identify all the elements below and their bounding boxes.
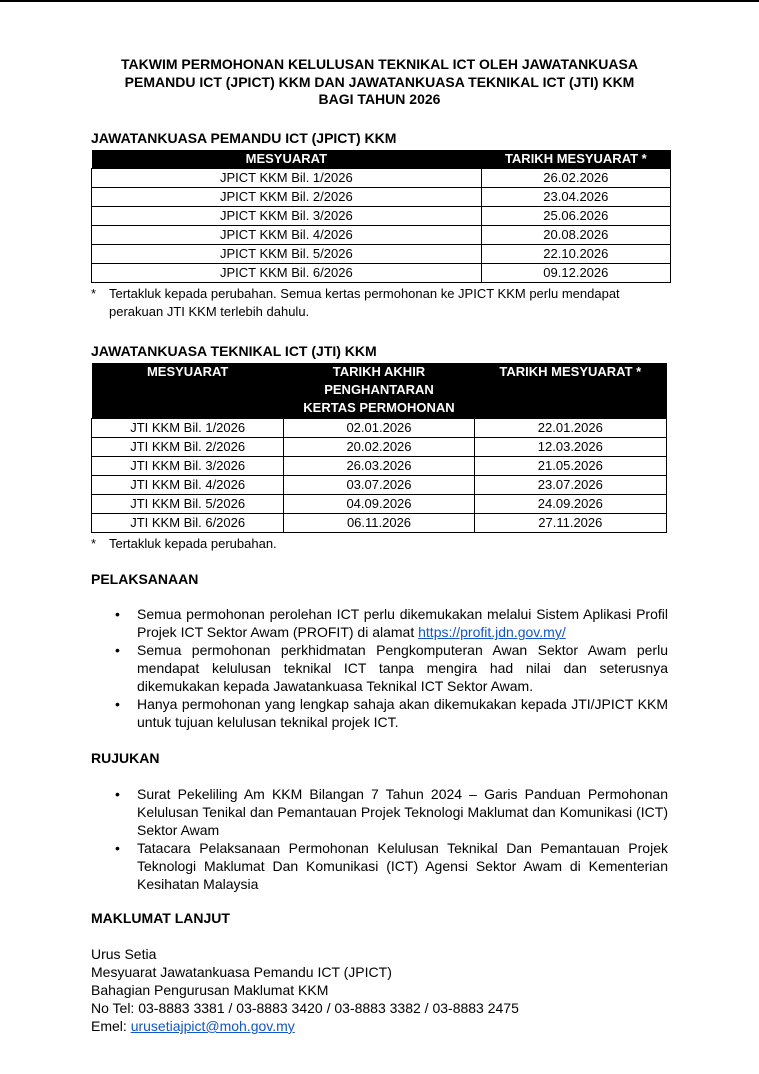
page-title xyxy=(91,56,668,109)
jti-cell-date: 24.09.2026 xyxy=(474,495,666,514)
table-row xyxy=(92,226,671,245)
jti-note-text: Tertakluk kepada perubahan. xyxy=(109,536,277,551)
jti-header-line-3: KERTAS PERMOHONAN xyxy=(303,400,455,415)
jpict-cell-meeting: JPICT KKM Bil. 2/2026 xyxy=(92,188,482,207)
note-asterisk: * xyxy=(91,536,97,551)
bullet-icon: • xyxy=(115,840,120,856)
profit-link[interactable]: https://profit.jdn.gov.my/ xyxy=(418,624,566,640)
jti-cell-meeting: JTI KKM Bil. 5/2026 xyxy=(92,495,284,514)
rujukan-heading: RUJUKAN xyxy=(91,750,160,766)
contact-block xyxy=(91,945,519,1035)
jpict-cell-date: 09.12.2026 xyxy=(481,264,670,283)
pelaksanaan-item-1-text: Semua permohonan perolehan ICT perlu dikemukakan melalui Sistem Aplikasi Profil Projek ICT Sektor Awam (PROFIT) di alamat xyxy=(137,606,668,640)
jpict-header-mesyuarat: MESYUARAT xyxy=(92,150,482,169)
jti-cell-deadline: 04.09.2026 xyxy=(284,495,474,514)
rujukan-item-2-text: Tatacara Pelaksanaan Permohonan Kelulusan Teknikal Dan Pemantauan Projek Teknologi Maklumat Dan Komunikasi (ICT) Agensi Sektor Awam di Kementerian Kesihatan Malaysia xyxy=(137,840,668,892)
title-line-1: TAKWIM PERMOHONAN KELULUSAN TEKNIKAL ICT OLEH JAWATANKUASA xyxy=(121,56,638,72)
jpict-cell-meeting: JPICT KKM Bil. 6/2026 xyxy=(92,264,482,283)
jti-cell-deadline: 20.02.2026 xyxy=(284,438,474,457)
pelaksanaan-heading: PELAKSANAAN xyxy=(91,571,199,587)
contact-line-2: Mesyuarat Jawatankuasa Pemandu ICT (JPICT) xyxy=(91,964,392,980)
jti-cell-date: 22.01.2026 xyxy=(474,419,666,438)
jpict-note xyxy=(91,285,668,321)
contact-line-3: Bahagian Pengurusan Maklumat KKM xyxy=(91,982,329,998)
email-link[interactable]: urusetiajpict@moh.gov.my xyxy=(130,1018,295,1034)
list-item xyxy=(91,839,668,893)
contact-line-1: Urus Setia xyxy=(91,946,157,962)
table-row xyxy=(92,476,667,495)
jti-cell-meeting: JTI KKM Bil. 4/2026 xyxy=(92,476,284,495)
jpict-cell-meeting: JPICT KKM Bil. 1/2026 xyxy=(92,169,482,188)
list-item xyxy=(91,641,668,695)
jti-header-line-2: PENGHANTARAN xyxy=(324,382,434,397)
title-line-2: PEMANDU ICT (JPICT) KKM DAN JAWATANKUASA TEKNIKAL ICT (JTI) KKM xyxy=(124,73,635,90)
maklumat-heading: MAKLUMAT LANJUT xyxy=(91,910,230,926)
table-row xyxy=(92,207,671,226)
jpict-header-tarikh: TARIKH MESYUARAT * xyxy=(481,150,670,169)
jpict-cell-date: 22.10.2026 xyxy=(481,245,670,264)
list-item xyxy=(91,695,668,731)
table-row xyxy=(92,438,667,457)
list-item xyxy=(91,785,668,839)
rujukan-item-1-text: Surat Pekeliling Am KKM Bilangan 7 Tahun 2024 – Garis Panduan Permohonan Kelulusan Tenikal dan Pemantauan Projek Teknologi Maklumat dan Komunikasi (ICT) Sektor Awam xyxy=(137,786,668,838)
jpict-cell-date: 25.06.2026 xyxy=(481,207,670,226)
table-row xyxy=(92,457,667,476)
jti-cell-date: 23.07.2026 xyxy=(474,476,666,495)
jpict-cell-date: 20.08.2026 xyxy=(481,226,670,245)
bullet-icon: • xyxy=(115,786,120,802)
contact-phone: No Tel: 03-8883 3381 / 03-8883 3420 / 03-8883 3382 / 03-8883 2475 xyxy=(91,1000,519,1016)
email-label: Emel: xyxy=(91,1018,131,1034)
jti-cell-meeting: JTI KKM Bil. 3/2026 xyxy=(92,457,284,476)
pelaksanaan-list xyxy=(91,605,668,731)
jti-cell-deadline: 26.03.2026 xyxy=(284,457,474,476)
jpict-cell-meeting: JPICT KKM Bil. 4/2026 xyxy=(92,226,482,245)
table-row xyxy=(92,264,671,283)
jti-cell-deadline: 03.07.2026 xyxy=(284,476,474,495)
jpict-cell-meeting: JPICT KKM Bil. 3/2026 xyxy=(92,207,482,226)
contact-email-line xyxy=(91,1017,519,1035)
jpict-table xyxy=(91,150,671,283)
table-row xyxy=(92,169,671,188)
title-line-3: BAGI TAHUN 2026 xyxy=(318,91,441,107)
jti-header-tarikh-mesyuarat: TARIKH MESYUARAT * xyxy=(474,363,666,419)
jpict-cell-date: 23.04.2026 xyxy=(481,188,670,207)
table-row xyxy=(92,495,667,514)
bullet-icon: • xyxy=(115,642,120,658)
page-top-border xyxy=(0,0,759,2)
table-row xyxy=(92,188,671,207)
jti-cell-date: 12.03.2026 xyxy=(474,438,666,457)
list-item xyxy=(91,605,668,641)
jpict-cell-meeting: JPICT KKM Bil. 5/2026 xyxy=(92,245,482,264)
jti-header-mesyuarat: MESYUARAT xyxy=(92,363,284,419)
jti-cell-meeting: JTI KKM Bil. 1/2026 xyxy=(92,419,284,438)
jti-cell-deadline: 06.11.2026 xyxy=(284,514,474,533)
jti-table xyxy=(91,363,667,533)
pelaksanaan-item-2-text: Semua permohonan perkhidmatan Pengkomputeran Awan Sektor Awam perlu mendapat kelulusan teknikal ICT tanpa mengira had nilai dan seterusnya dikemukakan kepada Jawatankuasa Teknikal ICT Sektor Awam. xyxy=(137,642,668,694)
table-row xyxy=(92,514,667,533)
rujukan-list xyxy=(91,785,668,893)
pelaksanaan-item-3-text: Hanya permohonan yang lengkap sahaja akan dikemukakan kepada JTI/JPICT KKM untuk tujuan kelulusan teknikal projek ICT. xyxy=(137,696,668,730)
bullet-icon: • xyxy=(115,696,120,712)
bullet-icon: • xyxy=(115,606,120,622)
table-row xyxy=(92,245,671,264)
jti-cell-date: 21.05.2026 xyxy=(474,457,666,476)
jti-heading: JAWATANKUASA TEKNIKAL ICT (JTI) KKM xyxy=(91,343,377,359)
jti-cell-date: 27.11.2026 xyxy=(474,514,666,533)
table-row xyxy=(92,419,667,438)
jti-cell-meeting: JTI KKM Bil. 6/2026 xyxy=(92,514,284,533)
jpict-heading: JAWATANKUASA PEMANDU ICT (JPICT) KKM xyxy=(91,130,397,146)
jti-cell-deadline: 02.01.2026 xyxy=(284,419,474,438)
note-asterisk: * xyxy=(91,286,97,301)
jpict-cell-date: 26.02.2026 xyxy=(481,169,670,188)
jti-header-line-1: TARIKH AKHIR xyxy=(332,364,426,379)
jpict-note-text: Tertakluk kepada perubahan. Semua kertas permohonan ke JPICT KKM perlu mendapat perakuan JTI KKM terlebih dahulu. xyxy=(109,286,620,319)
jti-cell-meeting: JTI KKM Bil. 2/2026 xyxy=(92,438,284,457)
jti-header-tarikh-akhir xyxy=(284,363,474,419)
jti-note xyxy=(91,535,668,553)
